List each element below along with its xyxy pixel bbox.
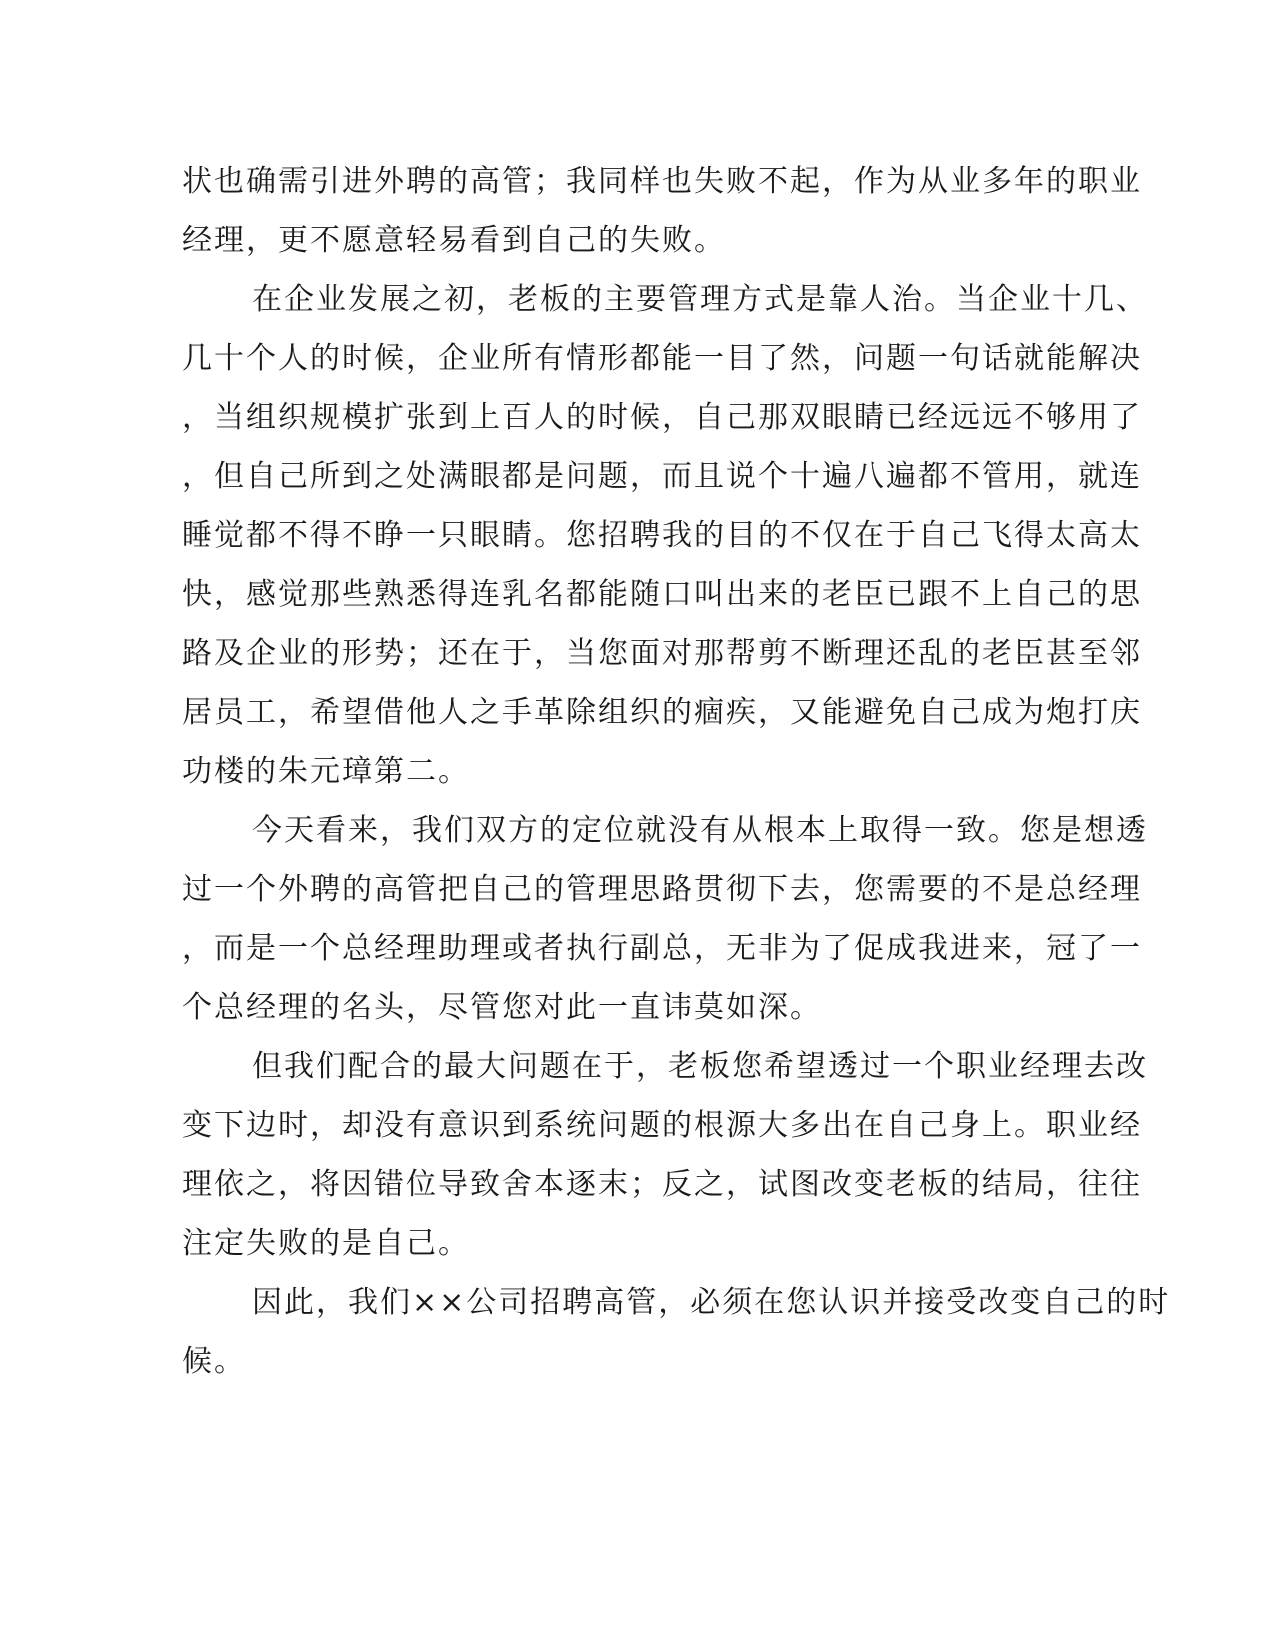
text-line: 路及企业的形势；还在于，当您面对那帮剪不断理还乱的老臣甚至邻 — [182, 636, 1142, 671]
text-line: 个总经理的名头，尽管您对此一直讳莫如深。 — [182, 990, 822, 1025]
text-line: 理依之，将因错位导致舍本逐末；反之，试图改变老板的结局，往往 — [182, 1167, 1142, 1202]
paragraph-start-line: 因此，我们××公司招聘高管，必须在您认识并接受改变自己的时 — [252, 1285, 1171, 1320]
text-line: 经理，更不愿意轻易看到自己的失败。 — [182, 223, 726, 258]
text-line: 快，感觉那些熟悉得连乳名都能随口叫出来的老臣已跟不上自己的思 — [182, 577, 1142, 612]
paragraph-start-line: 在企业发展之初，老板的主要管理方式是靠人治。当企业十几、 — [252, 282, 1148, 317]
text-line: ，当组织规模扩张到上百人的时候，自己那双眼睛已经远远不够用了 — [182, 400, 1142, 435]
text-line: 睡觉都不得不睁一只眼睛。您招聘我的目的不仅在于自己飞得太高太 — [182, 518, 1142, 553]
text-line: 注定失败的是自己。 — [182, 1226, 470, 1261]
text-line: 几十个人的时候，企业所有情形都能一目了然，问题一句话就能解决 — [182, 341, 1142, 376]
text-line: 状也确需引进外聘的高管；我同样也失败不起，作为从业多年的职业 — [182, 164, 1142, 199]
text-line: 变下边时，却没有意识到系统问题的根源大多出在自己身上。职业经 — [182, 1108, 1142, 1143]
text-line: 功楼的朱元璋第二。 — [182, 754, 470, 789]
paragraph-start-line: 今天看来，我们双方的定位就没有从根本上取得一致。您是想透 — [252, 813, 1148, 848]
text-line: 居员工，希望借他人之手革除组织的痼疾，又能避免自己成为炮打庆 — [182, 695, 1142, 730]
text-line: 过一个外聘的高管把自己的管理思路贯彻下去，您需要的不是总经理 — [182, 872, 1142, 907]
paragraph-start-line: 但我们配合的最大问题在于，老板您希望透过一个职业经理去改 — [252, 1049, 1148, 1084]
text-line: ，而是一个总经理助理或者执行副总，无非为了促成我进来，冠了一 — [182, 931, 1142, 966]
text-line: 候。 — [182, 1344, 246, 1379]
text-line: ，但自己所到之处满眼都是问题，而且说个十遍八遍都不管用，就连 — [182, 459, 1142, 494]
